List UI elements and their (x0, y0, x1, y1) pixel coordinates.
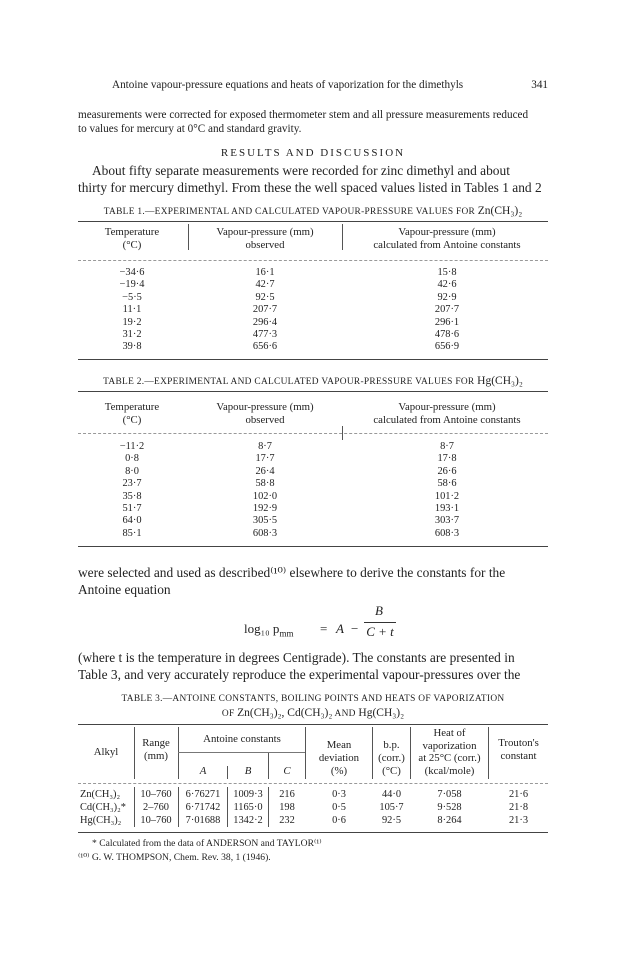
footnote-reference: ⁽¹⁰⁾ G. W. THOMPSON, Chem. Rev. 38, 1 (1946). (78, 852, 271, 863)
table1-cell-observed: 296·4 (252, 316, 278, 328)
table3-header-trouton-line1: Trouton's (498, 737, 539, 749)
table3-header-range (136, 737, 176, 763)
equation-numerator: B (375, 603, 383, 618)
table2-cell-observed: 26·4 (255, 465, 275, 477)
table3-cell-b: 1342·2 (233, 815, 263, 826)
table3-header-trouton-line2: constant (500, 750, 537, 762)
table3-cell-range: 2–760 (143, 802, 169, 813)
table1-cell-observed: 207·7 (252, 304, 278, 316)
table3-header-antoine: Antoine constants (203, 733, 281, 745)
table2-cell-calculated: 26·6 (437, 465, 457, 477)
table3-cell-c: 216 (279, 789, 295, 800)
table1-col-calculated (402, 267, 492, 354)
table3-cell-a: 7·01688 (185, 815, 221, 826)
table2-bottom-rule (78, 546, 548, 547)
table2-header-observed-line1: Vapour-pressure (mm) (216, 401, 314, 413)
table1-caption-text: TABLE 1.—EXPERIMENTAL AND CALCULATED VAPOUR-PRESSURE VALUES FOR (103, 207, 476, 217)
table3-header-heat-line4: (kcal/mole) (424, 764, 475, 777)
table2-cell-calculated: 8·7 (440, 441, 454, 452)
table2-cell-observed: 17·7 (255, 453, 275, 465)
para2-line-1: were selected and used as described⁽¹⁰⁾ elsewhere to derive the constants for the (78, 565, 506, 580)
table3-vrule-range (178, 727, 179, 779)
table1-header-rule (78, 260, 548, 261)
table1-vrule-1 (188, 224, 189, 250)
table1-cell-observed: 656·6 (252, 341, 278, 353)
table3-cell-range: 10–760 (140, 815, 172, 826)
table3-body-vrule-4 (268, 787, 269, 827)
equation-minus: − (351, 621, 359, 636)
table2-header-temperature (80, 401, 184, 427)
table2-header-observed (192, 401, 338, 427)
table3-header-heat (411, 727, 488, 777)
table3-top-rule (78, 724, 548, 725)
table2-cell-calculated: 193·1 (434, 502, 460, 514)
table1-cell-temp: −5·5 (122, 291, 142, 303)
table3-cell-heat: 9·528 (437, 802, 462, 813)
equation-fraction-bar (364, 622, 396, 623)
table3-header-range-line1: Range (142, 737, 170, 749)
equation-subscript: mm (279, 628, 294, 639)
table3-cell-bp: 44·0 (381, 789, 402, 800)
para1-line-2: thirty for mercury dimethyl. From these the well spaced values listed in Tables 1 and 2 (78, 180, 542, 195)
table3-cell-alkyl: Cd(CH₃)₂* (80, 802, 126, 813)
table3-header-a: A (199, 765, 207, 777)
table3-header-mean-deviation (306, 739, 372, 778)
table3-cell-a: 6·71742 (185, 802, 221, 813)
table3-cell-c: 232 (279, 815, 295, 826)
table2-header-rule (78, 433, 548, 434)
table1-cell-calculated: 478·6 (434, 328, 460, 340)
table1-cell-temp: −34·6 (119, 267, 145, 278)
table3-header-mean-line2: deviation (318, 752, 360, 764)
table1-cell-observed: 92·5 (255, 291, 275, 303)
table1-cell-observed: 42·7 (255, 279, 275, 291)
table2-cell-temp: 0·8 (125, 453, 139, 465)
table3-header-rule (78, 783, 548, 784)
table3-vrule-alkyl (134, 727, 135, 779)
table3-cell-bp: 92·5 (381, 815, 402, 826)
table2-cell-observed: 58·8 (255, 478, 275, 490)
table2-vrule (342, 426, 343, 440)
table1-header-observed (192, 226, 338, 252)
table2-cell-observed: 305·5 (252, 515, 278, 527)
para1-line-1: About fifty separate measurements were recorded for zinc dimethyl and about (92, 163, 510, 178)
equation-lhs (244, 621, 293, 639)
table3-header-bp-line2: (corr.) (378, 752, 405, 764)
table2-header-calculated-line2: calculated from Antoine constants (373, 414, 521, 426)
table2-cell-temp: 51·7 (122, 502, 142, 514)
table3-cell-a: 6·76271 (185, 789, 221, 800)
table2-cell-temp: 85·1 (122, 527, 142, 539)
table3-cell-alkyl: Zn(CH₃)₂ (80, 789, 121, 800)
equation-log: log₁₀ p (244, 621, 280, 636)
equation-constant-a: A (336, 621, 344, 636)
table3-cell-trouton: 21·6 (508, 789, 529, 800)
table2-col-calculated (402, 441, 492, 540)
para3-line-1: (where t is the temperature in degrees Centigrade). The constants are presented in (78, 650, 515, 665)
table2-cell-calculated: 17·8 (437, 453, 457, 465)
footnote-calculated: * Calculated from the data of ANDERSON and TAYLOR⁽¹⁾ (92, 838, 322, 849)
table2-cell-calculated: 303·7 (434, 515, 460, 527)
table3-caption-line2 (78, 707, 548, 719)
equation-denominator: C + t (366, 624, 394, 639)
table3-caption-and: AND (334, 709, 356, 719)
table3-body-vrule-2 (178, 787, 179, 827)
table3-cell-b: 1165·0 (233, 802, 263, 813)
table1-header-temperature-line1: Temperature (104, 226, 160, 238)
table3-header-bp (373, 739, 410, 778)
table3-antoine-subrule (178, 752, 305, 753)
table2-cell-calculated: 101·2 (434, 490, 460, 502)
table2-col-observed (220, 441, 310, 540)
table2-caption-text: TABLE 2.—EXPERIMENTAL AND CALCULATED VAPOUR-PRESSURE VALUES FOR (103, 377, 475, 387)
table1-header-calculated-line2: calculated from Antoine constants (373, 239, 521, 251)
table3-header-range-line2: (mm) (144, 750, 168, 762)
table2-col-temperature (96, 441, 168, 540)
table3-header-heat-line3: at 25°C (corr.) (418, 752, 481, 764)
table3-caption-line1: TABLE 3.—ANTOINE CONSTANTS, BOILING POINTS AND HEATS OF VAPORIZATION (121, 694, 505, 704)
table3-header-c: C (283, 765, 291, 777)
table3-cell-mean-dev: 0·6 (332, 815, 346, 826)
table2-cell-calculated: 608·3 (434, 527, 460, 539)
table3-header-b: B (244, 765, 252, 777)
table3-caption-formulas: Zn(CH₃)₂, Cd(CH₃)₂ (237, 707, 333, 719)
intro-line-1: measurements were corrected for exposed thermometer stem and all pressure measurements reduced (78, 109, 529, 121)
table2-header-temperature-line1: Temperature (104, 401, 160, 413)
table1-cell-temp: 19·2 (122, 316, 142, 328)
table3-vrule-b (268, 752, 269, 779)
table3-cell-mean-dev: 0·5 (332, 802, 346, 813)
table1-top-rule (78, 221, 548, 222)
table1-header-temperature-line2: (°C) (122, 239, 142, 251)
table3-caption-of: OF (221, 709, 235, 719)
table3-bottom-rule (78, 832, 548, 833)
table3-body-vrule-1 (134, 787, 135, 827)
table1-cell-temp: 11·1 (122, 304, 142, 316)
table1-header-observed-line2: observed (245, 239, 285, 251)
table3-cell-trouton: 21·8 (508, 802, 529, 813)
table3-cell-trouton: 21·3 (508, 815, 529, 826)
table3-caption-formula-hg: Hg(CH₃)₂ (358, 707, 405, 719)
table2-cell-observed: 8·7 (258, 441, 272, 452)
table3-cell-heat: 7·058 (437, 789, 462, 800)
table1-cell-temp: −19·4 (119, 279, 145, 291)
table3-header-mean-line1: Mean (326, 739, 352, 751)
table3-cell-mean-dev: 0·3 (332, 789, 346, 800)
table1-cell-observed: 477·3 (252, 328, 278, 340)
table2-cell-calculated: 58·6 (437, 478, 457, 490)
table1-cell-calculated: 92·9 (437, 291, 457, 303)
section-heading: RESULTS AND DISCUSSION (220, 147, 406, 159)
table3-header-heat-line2: vaporization (422, 739, 477, 752)
table1-cell-calculated: 42·6 (437, 279, 457, 291)
table3-cell-range: 10–760 (140, 789, 172, 800)
table1-header-calculated-line1: Vapour-pressure (mm) (398, 226, 496, 238)
table3-cell-c: 198 (279, 802, 295, 813)
table3-header-bp-line3: (°C) (382, 765, 401, 777)
table2-top-rule (78, 391, 548, 392)
table1-cell-temp: 39·8 (122, 341, 142, 353)
page-number: 341 (531, 79, 548, 91)
table3-header-heat-line1: Heat of (433, 727, 466, 739)
table1-col-observed (220, 267, 310, 354)
table1-header-calculated (346, 226, 548, 252)
table2-caption-formula: Hg(CH₃)₂ (477, 375, 523, 387)
table3-header-mean-line3: (%) (330, 765, 348, 777)
table3-cell-bp: 105·7 (379, 802, 404, 813)
table3-header-alkyl: Alkyl (93, 746, 119, 758)
table2-header-calculated (346, 401, 548, 427)
table1-caption (78, 205, 548, 217)
table2-cell-temp: 64·0 (122, 515, 142, 527)
table3-cell-b: 1009·3 (233, 789, 263, 800)
table1-cell-calculated: 296·1 (434, 316, 460, 328)
table1-header-observed-line1: Vapour-pressure (mm) (216, 226, 314, 238)
table1-header-temperature (80, 226, 184, 252)
table2-caption (78, 375, 548, 387)
table3-cell-alkyl: Hg(CH₃)₂ (80, 815, 122, 826)
table3-header-trouton (489, 737, 548, 763)
table2-cell-temp: 35·8 (122, 490, 142, 502)
table2-cell-temp: −11·2 (119, 441, 145, 452)
table1-cell-observed: 16·1 (255, 267, 275, 278)
table1-bottom-rule (78, 359, 548, 360)
table3-cell-heat: 8·264 (437, 815, 462, 826)
table1-caption-formula: Zn(CH₃)₂ (477, 205, 523, 217)
table2-cell-temp: 8·0 (125, 465, 139, 477)
table2-cell-observed: 102·0 (252, 490, 278, 502)
table2-header-calculated-line1: Vapour-pressure (mm) (398, 401, 496, 413)
table2-cell-observed: 192·9 (252, 502, 278, 514)
table1-cell-calculated: 207·7 (434, 304, 460, 316)
table1-vrule-2 (342, 224, 343, 250)
table2-cell-temp: 23·7 (122, 478, 142, 490)
table1-cell-calculated: 656·9 (434, 341, 460, 353)
table1-cell-temp: 31·2 (122, 328, 142, 340)
table1-col-temperature (96, 267, 168, 354)
table2-header-observed-line2: observed (245, 414, 285, 426)
table1-cell-calculated: 15·8 (437, 267, 457, 278)
table3-header-bp-line1: b.p. (383, 739, 400, 751)
para2-line-2: Antoine equation (78, 582, 171, 597)
para3-line-2: Table 3, and very accurately reproduce the experimental vapour-pressures over the (78, 667, 521, 682)
intro-line-2: to values for mercury at 0°C and standard gravity. (78, 123, 302, 135)
running-title: Antoine vapour-pressure equations and heats of vaporization for the dimethyls (112, 79, 464, 91)
table2-cell-observed: 608·3 (252, 527, 278, 539)
equation-equals: = (320, 621, 328, 636)
table2-header-temperature-line2: (°C) (122, 414, 142, 426)
